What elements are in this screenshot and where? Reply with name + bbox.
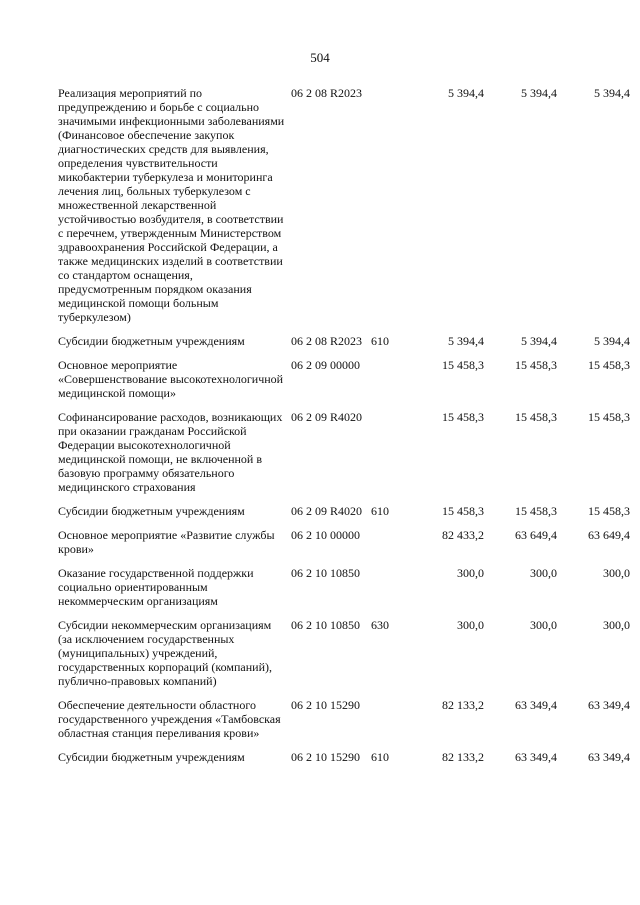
row-code: 06 2 08 R2023	[291, 86, 363, 100]
row-name: Субсидии некоммерческим организациям (за исключением государственных (муниципальных) учреждений, государственных корпораций (компаний), публично-правовых компаний)	[58, 618, 272, 688]
row-name: Основное мероприятие «Совершенствование высокотехнологичной медицинской помощи»	[58, 358, 284, 400]
row-expense-type	[371, 698, 401, 750]
table-row	[58, 334, 630, 358]
row-value-year-1: 82 133,2	[442, 750, 484, 764]
row-value-year-1: 5 394,4	[448, 86, 484, 100]
row-expense-type: 610	[371, 504, 389, 518]
table-row	[58, 750, 630, 774]
table-row	[58, 566, 630, 618]
table-row	[58, 618, 630, 698]
row-code: 06 2 09 R4020	[291, 504, 363, 518]
row-expense-type	[371, 566, 401, 618]
row-value-year-1: 15 458,3	[442, 504, 484, 518]
row-value-year-2: 15 458,3	[515, 358, 557, 372]
row-value-year-1: 300,0	[457, 566, 484, 580]
row-value-year-2: 5 394,4	[521, 334, 557, 348]
row-value-year-3: 63 649,4	[588, 528, 630, 542]
row-value-year-2: 300,0	[530, 566, 557, 580]
table-row	[58, 528, 630, 566]
row-code: 06 2 10 15290	[291, 750, 360, 764]
row-expense-type: 610	[371, 750, 389, 764]
table-row	[58, 86, 630, 334]
row-expense-type	[371, 528, 401, 566]
row-value-year-3: 15 458,3	[588, 358, 630, 372]
row-value-year-3: 300,0	[603, 566, 630, 580]
row-value-year-2: 300,0	[530, 618, 557, 632]
row-code: 06 2 10 10850	[291, 566, 360, 580]
row-value-year-2: 63 349,4	[515, 698, 557, 712]
row-code: 06 2 10 00000	[291, 528, 360, 542]
row-value-year-1: 82 133,2	[442, 698, 484, 712]
row-code: 06 2 10 10850	[291, 618, 360, 632]
row-expense-type	[371, 86, 401, 334]
row-value-year-1: 300,0	[457, 618, 484, 632]
table-row	[58, 698, 630, 750]
row-value-year-3: 63 349,4	[588, 698, 630, 712]
row-value-year-2: 63 349,4	[515, 750, 557, 764]
budget-table	[58, 86, 630, 774]
row-value-year-3: 5 394,4	[594, 334, 630, 348]
row-code: 06 2 09 00000	[291, 358, 360, 372]
row-value-year-1: 5 394,4	[448, 334, 484, 348]
row-expense-type	[371, 358, 401, 410]
row-name: Субсидии бюджетным учреждениям	[58, 504, 245, 518]
page-number: 504	[310, 50, 330, 65]
row-name: Реализация мероприятий по предупреждению и борьбе с социально значимыми инфекционными заболеваниями (Финансовое обеспечение закупок диагностических средств для выявления, определения чувствительности микобактерии туберкулеза и мониторинга лечения лиц, больных туберкулезом с множественной лекарственной устойчивостью возбудителя, в соответствии с перечнем, утвержденным Министерством здравоохранения Российской Федерации, а также медицинских изделий в соответствии со стандартом оснащения, предусмотренным порядком оказания медицинской помощи больным туберкулезом)	[58, 86, 285, 324]
row-name: Субсидии бюджетным учреждениям	[58, 750, 245, 764]
row-value-year-1: 82 433,2	[442, 528, 484, 542]
table-row	[58, 358, 630, 410]
table-row	[58, 504, 630, 528]
row-value-year-2: 5 394,4	[521, 86, 557, 100]
row-name: Субсидии бюджетным учреждениям	[58, 334, 245, 348]
row-expense-type	[371, 410, 401, 504]
row-code: 06 2 08 R2023	[291, 334, 363, 348]
row-value-year-1: 15 458,3	[442, 358, 484, 372]
row-value-year-3: 5 394,4	[594, 86, 630, 100]
row-value-year-3: 63 349,4	[588, 750, 630, 764]
row-expense-type: 630	[371, 618, 389, 632]
table-row	[58, 410, 630, 504]
row-value-year-2: 15 458,3	[515, 504, 557, 518]
row-value-year-2: 63 649,4	[515, 528, 557, 542]
row-name: Оказание государственной поддержки социально ориентированным некоммерческим организациям	[58, 566, 254, 608]
row-value-year-3: 15 458,3	[588, 504, 630, 518]
row-value-year-3: 15 458,3	[588, 410, 630, 424]
row-name: Софинансирование расходов, возникающих при оказании гражданам Российской Федерации высокотехнологичной медицинской помощи, не включенной в базовую программу обязательного медицинского страхования	[58, 410, 283, 494]
row-value-year-2: 15 458,3	[515, 410, 557, 424]
row-expense-type: 610	[371, 334, 389, 348]
row-name: Основное мероприятие «Развитие службы крови»	[58, 528, 275, 556]
row-value-year-1: 15 458,3	[442, 410, 484, 424]
row-value-year-3: 300,0	[603, 618, 630, 632]
row-code: 06 2 10 15290	[291, 698, 360, 712]
row-code: 06 2 09 R4020	[291, 410, 363, 424]
row-name: Обеспечение деятельности областного государственного учреждения «Тамбовская областная станция переливания крови»	[58, 698, 281, 740]
